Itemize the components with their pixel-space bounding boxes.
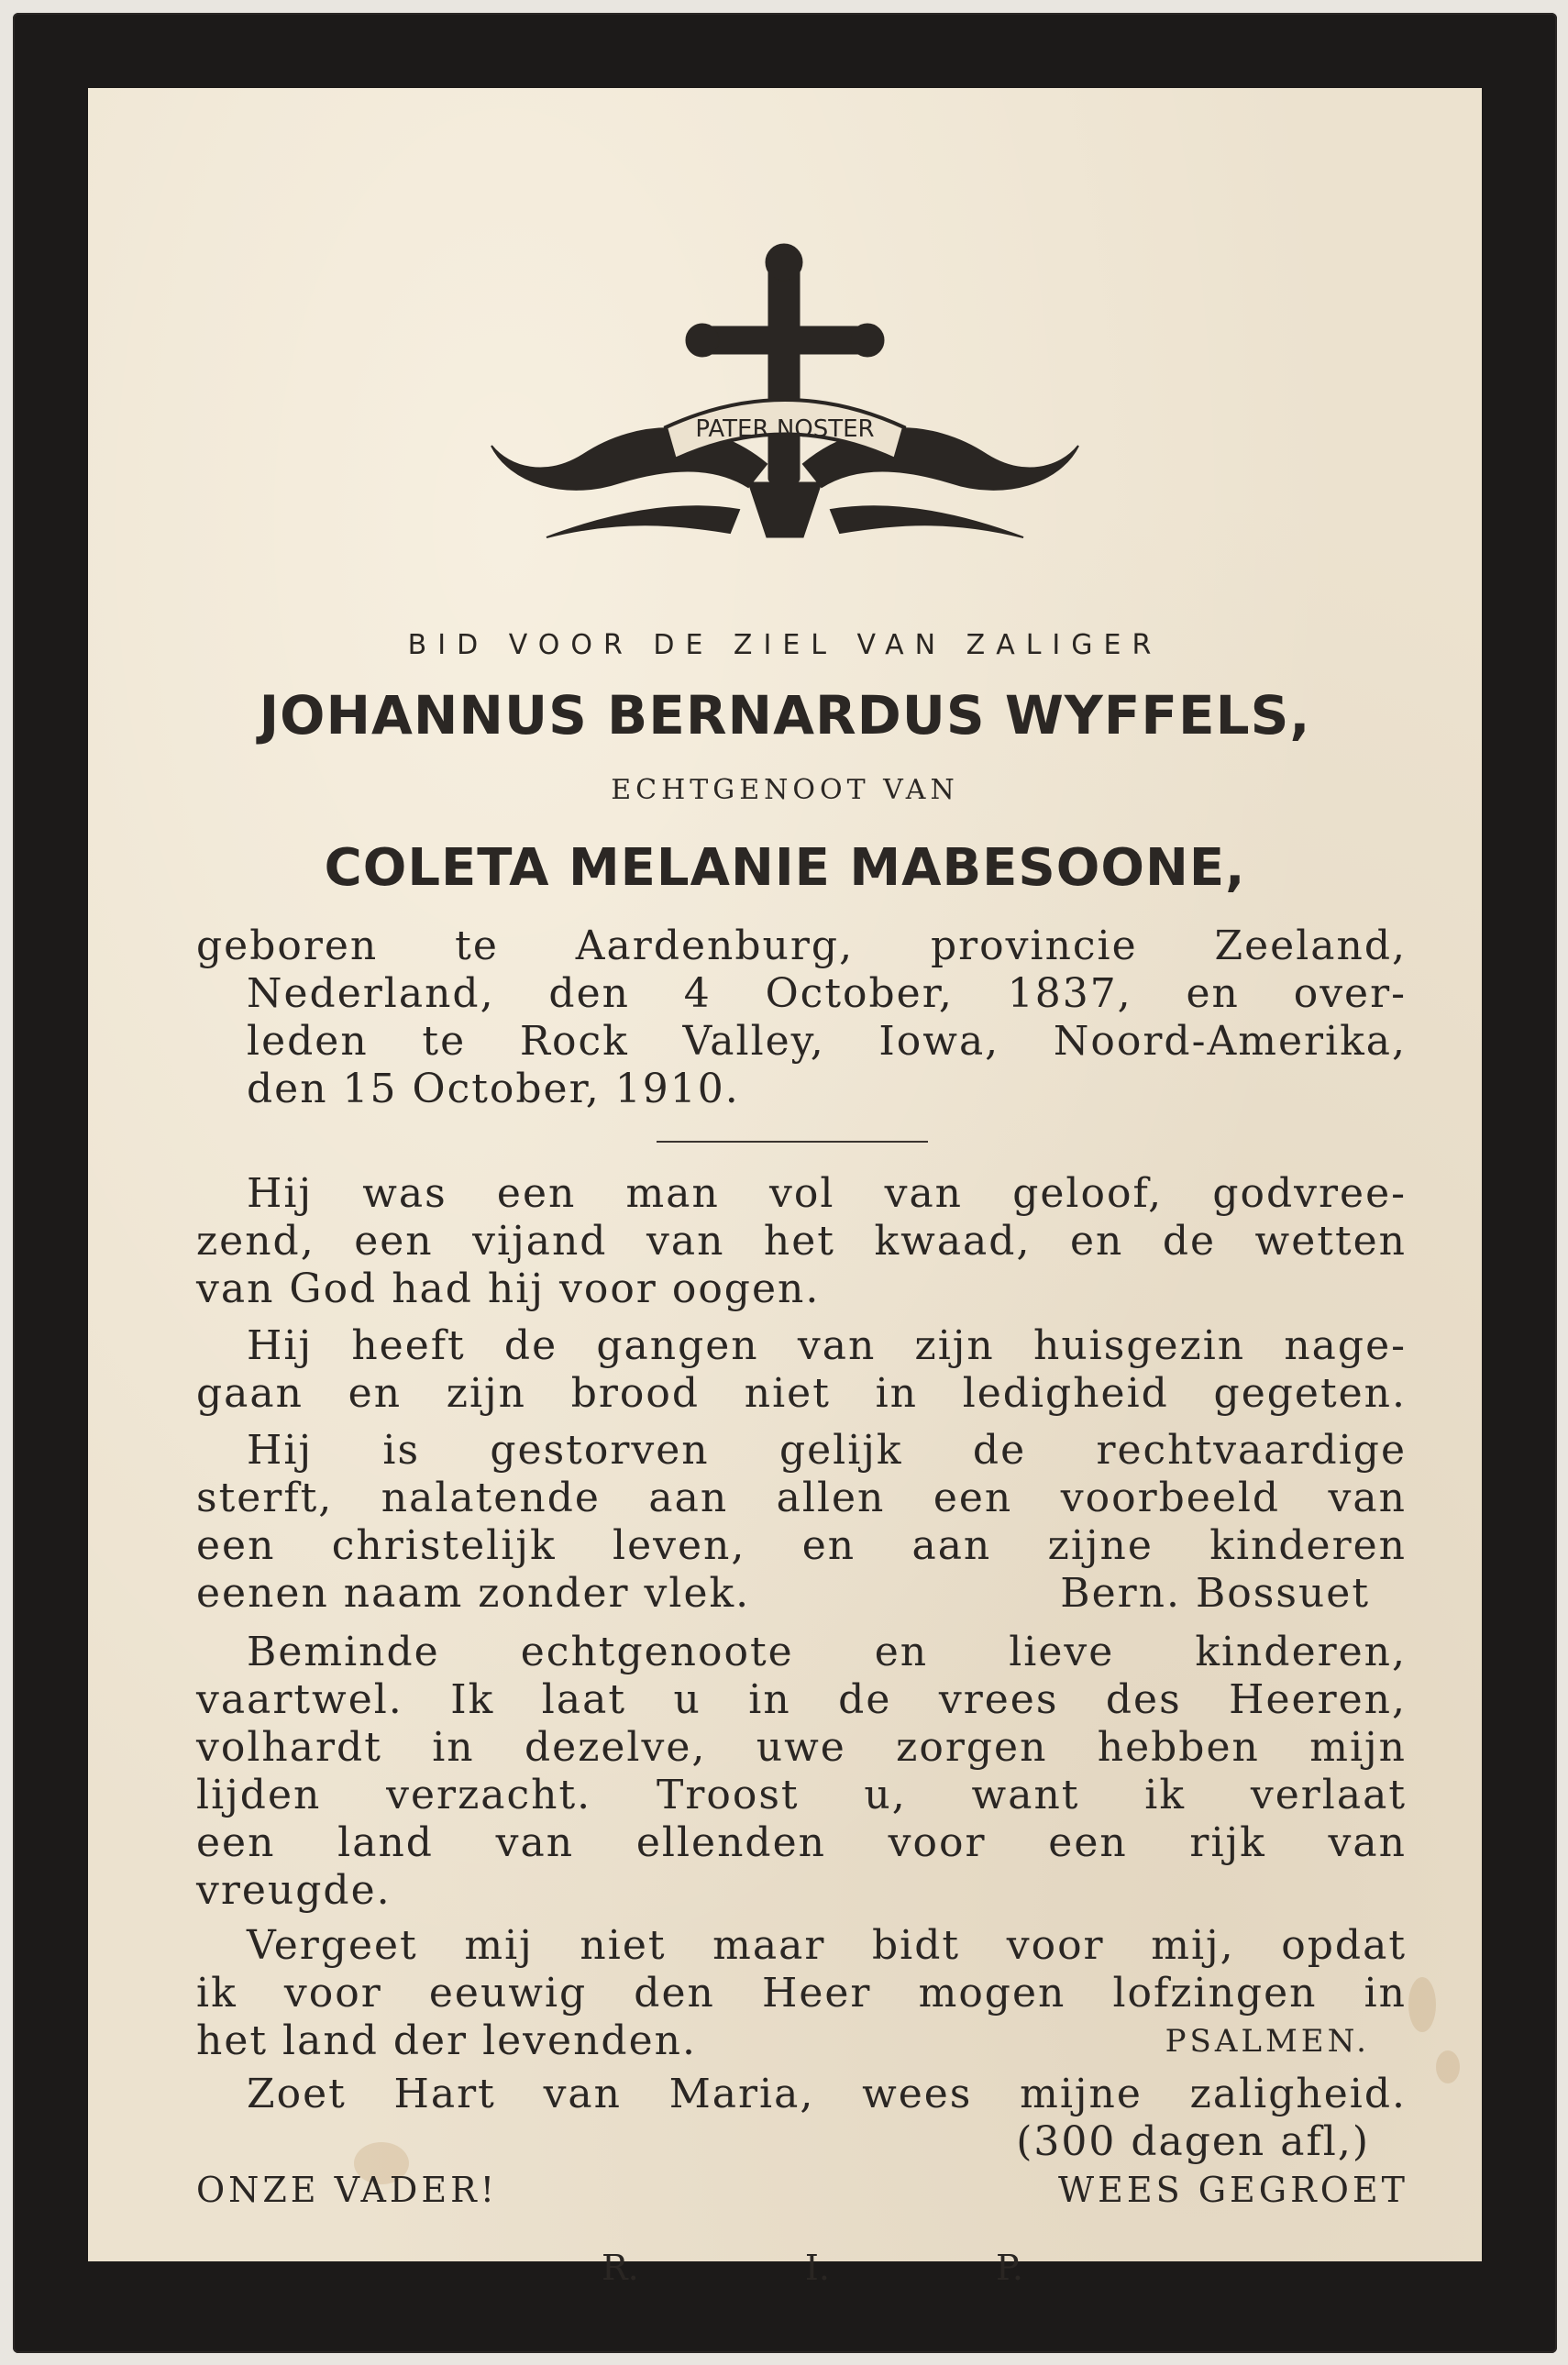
cross-emblem-icon bbox=[436, 235, 1133, 583]
paragraph-line bbox=[196, 1570, 1407, 1618]
bio-line: leden te Rock Valley, Iowa, Noord-Amerika, bbox=[247, 1018, 1407, 1065]
paragraph-text: eenen naam zonder vlek. bbox=[196, 1570, 751, 1617]
attribution: Bern. Bossuet bbox=[1060, 1570, 1370, 1617]
memorial-card bbox=[13, 13, 1557, 2353]
footer-right: WEES GEGROET bbox=[1058, 2170, 1408, 2210]
card-paper bbox=[88, 88, 1482, 2288]
paragraph bbox=[196, 1922, 1407, 2065]
attribution: PSALMEN. bbox=[1165, 2023, 1370, 2060]
paragraph-line: ik voor eeuwig den Heer mogen lofzingen in bbox=[196, 1970, 1407, 2017]
divider-rule bbox=[657, 1141, 928, 1143]
paragraph-line: Beminde echtgenoote en lieve kinderen, bbox=[247, 1629, 1407, 1675]
banner-text: PATER NOSTER bbox=[695, 415, 875, 443]
pray-line: BID VOOR DE ZIEL VAN ZALIGER bbox=[407, 629, 1163, 661]
paragraph-line: vaartwel. Ik laat u in de vrees des Heeren, bbox=[196, 1676, 1407, 1723]
paragraph-text: het land der levenden. bbox=[196, 2017, 697, 2064]
paragraph-line: Zoet Hart van Maria, wees mijne zaligheid. bbox=[247, 2071, 1407, 2117]
stain-mark bbox=[1408, 1977, 1436, 2032]
paragraph bbox=[196, 1322, 1407, 1418]
bio-line: den 15 October, 1910. bbox=[247, 1066, 740, 1112]
attribution: (300 dagen afl,) bbox=[1016, 2118, 1370, 2165]
paragraph-line: volhardt in dezelve, uwe zorgen hebben mijn bbox=[196, 1724, 1407, 1771]
paragraph bbox=[196, 1629, 1407, 1915]
paragraph bbox=[196, 2071, 1407, 2166]
paragraph-line: een christelijk leven, en aan zijne kinderen bbox=[196, 1522, 1407, 1569]
paragraph-line: een land van ellenden voor een rijk van bbox=[196, 1819, 1407, 1866]
bio-line: Nederland, den 4 October, 1837, en over- bbox=[247, 970, 1407, 1017]
paragraph-line: sterft, nalatende aan allen een voorbeeld van bbox=[196, 1475, 1407, 1521]
paragraph bbox=[196, 1427, 1407, 1618]
paragraph-line: Hij is gestorven gelijk de rechtvaardige bbox=[247, 1427, 1407, 1474]
footer-left: ONZE VADER! bbox=[196, 2170, 499, 2210]
bio-line: geboren te Aardenburg, provincie Zeeland, bbox=[196, 923, 1407, 969]
rip-letter: P. bbox=[996, 2248, 1023, 2288]
paragraph-line: Vergeet mij niet maar bidt voor mij, opdat bbox=[247, 1922, 1407, 1969]
paragraph-line: Hij heeft de gangen van zijn huisgezin nage- bbox=[247, 1322, 1407, 1369]
paragraph-line: van God had hij voor oogen. bbox=[196, 1265, 821, 1312]
paragraph-line: gaan en zijn brood niet in ledigheid gegeten. bbox=[196, 1370, 1407, 1417]
spouse-label: ECHTGENOOT VAN bbox=[611, 774, 959, 806]
paragraph-line: zend, een vijand van het kwaad, en de wetten bbox=[196, 1218, 1407, 1265]
rip-letter: R. bbox=[602, 2248, 639, 2288]
paragraph bbox=[196, 1170, 1407, 1313]
stain-mark bbox=[1436, 2050, 1460, 2083]
rip-letter: I. bbox=[804, 2248, 830, 2288]
paragraph-line: Hij was een man vol van geloof, godvree- bbox=[247, 1170, 1407, 1217]
spouse-name: COLETA MELANIE MABESOONE, bbox=[324, 838, 1246, 898]
biography bbox=[196, 923, 1407, 1113]
paragraph-line: lijden verzacht. Troost u, want ik verlaat bbox=[196, 1772, 1407, 1818]
deceased-name: JOHANNUS BERNARDUS WYFFELS, bbox=[259, 684, 1311, 746]
paragraph-line bbox=[196, 2017, 1407, 2065]
paragraph-line: vreugde. bbox=[196, 1867, 392, 1914]
rip-line bbox=[602, 2248, 1023, 2288]
